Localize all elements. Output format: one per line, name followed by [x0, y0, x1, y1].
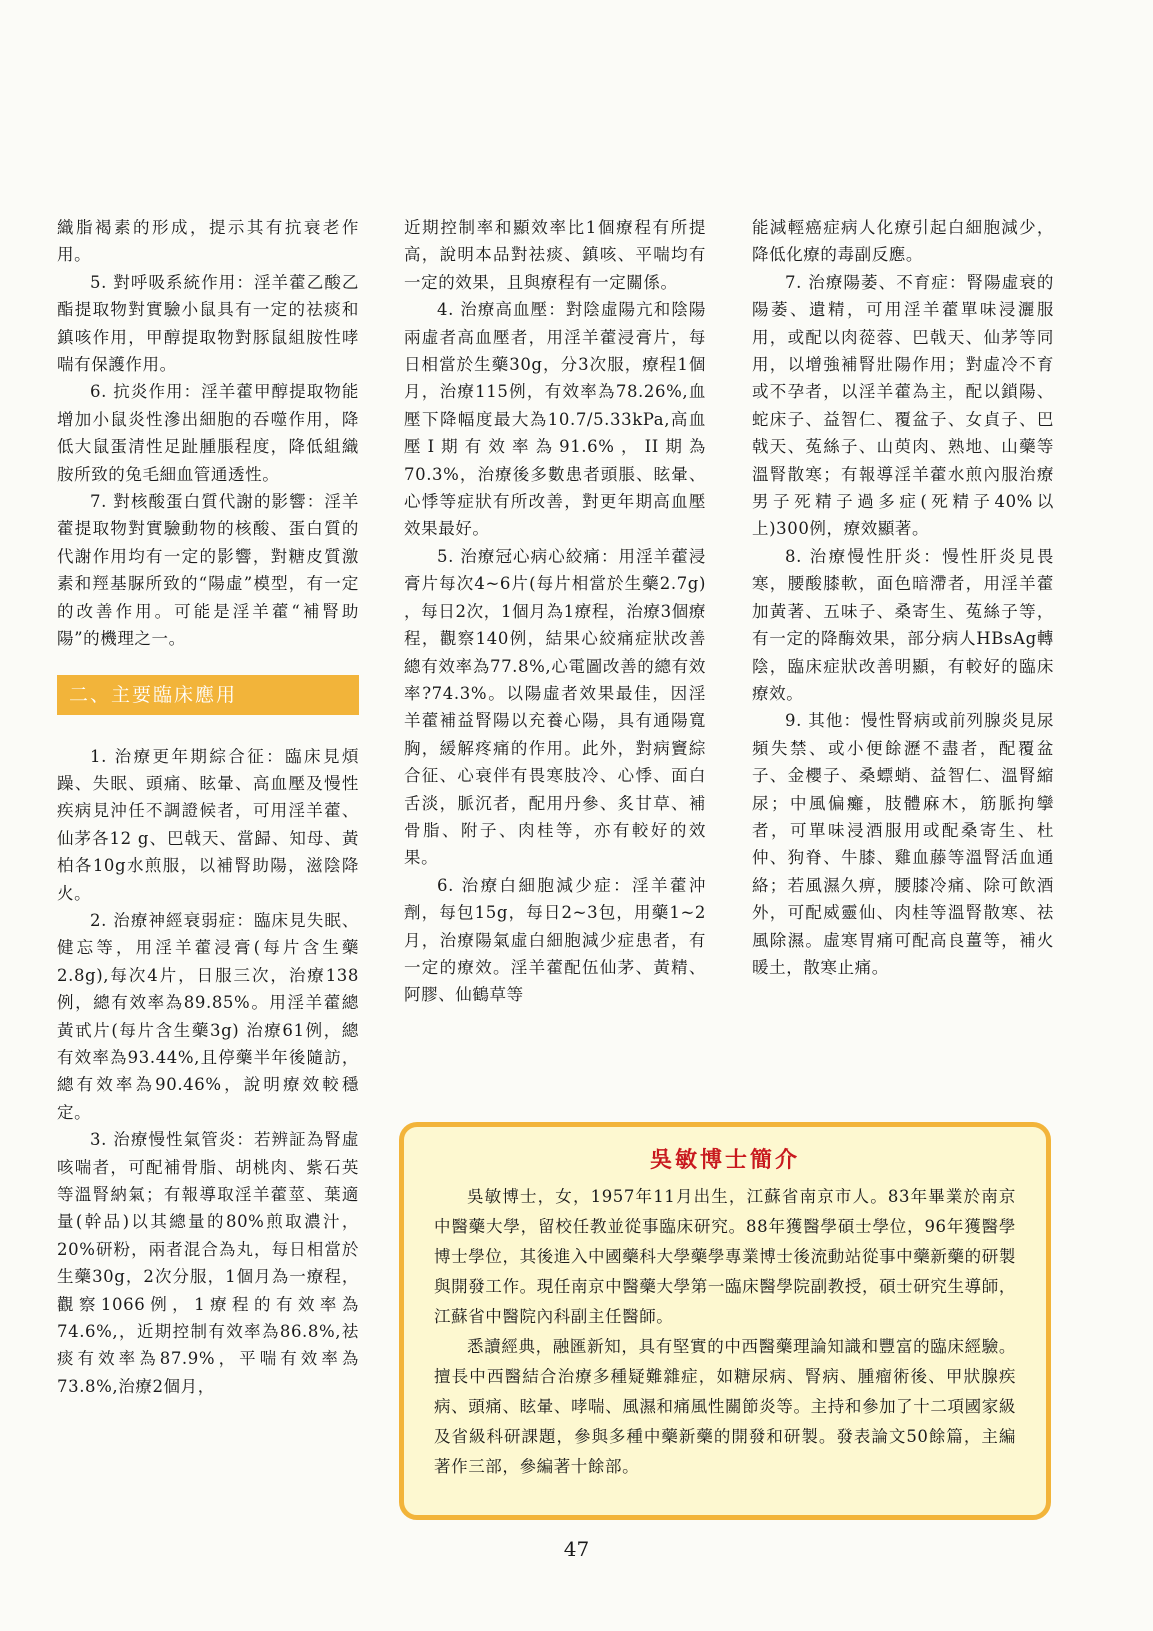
paragraph: 6. 抗炎作用：淫羊藿甲醇提取物能增加小鼠炎性滲出細胞的吞噬作用，降低大鼠蛋清性足趾腫脹程度，降低組織胺所致的兔毛細血管通透性。 [57, 382, 359, 484]
text-column-1 [57, 214, 359, 1400]
text-column-3 [752, 214, 1054, 981]
paragraph: 5. 對呼吸系統作用：淫羊藿乙酸乙酯提取物對實驗小鼠具有一定的祛痰和鎮咳作用，甲醇提取物對豚鼠組胺性哮喘有保護作用。 [57, 272, 359, 375]
section-heading: 二、主要臨床應用 [57, 675, 359, 715]
paragraph: 6. 治療白細胞減少症：淫羊藿沖劑，每包15g，每日2~3包，用藥1~2月，治療陽氣虛白細胞減少症患者，有一定的療效。淫羊藿配伍仙茅、黃精、阿膠、仙鶴草等 [404, 875, 706, 1005]
paragraph: 3. 治療慢性氣管炎：若辨証為腎虛咳喘者，可配補骨脂、胡桃肉、紫石英等溫腎納氣；有報導取淫羊藿莖、葉適量(幹品)以其總量的80%煎取濃汁，20%研粉，兩者混合為丸，每日相當於生藥30g，2次分服，1個月為一療程，觀察1066例，1療程的有效率為74.6%,，近期控制有效率為86.8%,祛痰有效率為87.9%，平喘有效率為73.8%,治療2個月， [57, 1130, 359, 1396]
text-column-2 [404, 214, 706, 1009]
author-bio-box [399, 1122, 1051, 1520]
paragraph: 7. 治療陽萎、不育症：腎陽虛衰的陽萎、遺精，可用淫羊藿單味浸灑服用，或配以肉蓯蓉、巴戟天、仙茅等同用，以增強補腎壯陽作用；對虛冷不育或不孕者，以淫羊藿為主，配以鎖陽、蛇床子、益智仁、覆盆子、女貞子、巴戟天、菟絲子、山萸肉、熟地、山藥等溫腎散寒；有報導淫羊藿水煎內服治療男子死精子過多症(死精子40%以上)300例，療效顯著。 [752, 272, 1054, 539]
paragraph: 近期控制率和顯效率比1個療程有所提高，說明本品對祛痰、鎮咳、平喘均有一定的效果，且與療程有一定關係。 [404, 218, 706, 292]
bio-paragraph: 悉讀經典，融匯新知，具有堅實的中西醫藥理論知識和豐富的臨床經驗。擅長中西醫結合治療多種疑難雜症，如糖尿病、腎病、腫瘤術後、甲狀腺疾病、頭痛、眩暈、哮喘、風濕和痛風性關節炎等。主持和參加了十二項國家級及省級科研課題，參與多種中藥新藥的開發和研製。發表論文50餘篇，主編著作三部，參編著十餘部。 [434, 1337, 1016, 1476]
paragraph: 能減輕癌症病人化療引起白細胞減少，降低化療的毒副反應。 [752, 218, 1054, 265]
paragraph: 8. 治療慢性肝炎：慢性肝炎見畏寒，腰酸膝軟，面色暗滯者，用淫羊藿加黃著、五味子、桑寄生、菟絲子等，有一定的降酶效果，部分病人HBsAg轉陰，臨床症狀改善明顯，有較好的臨床療效。 [752, 546, 1054, 703]
paragraph: 1. 治療更年期綜合征：臨床見煩躁、失眠、頭痛、眩暈、高血壓及慢性疾病見沖任不調證候者，可用淫羊藿、仙茅各12 g、巴戟天、當歸、知母、黃柏各10g水煎服，以補腎助陽，滋陰降火。 [57, 746, 359, 903]
paragraph: 4. 治療高血壓：對陰虛陽亢和陰陽兩虛者高血壓者，用淫羊藿浸膏片，每日相當於生藥30g，分3次服，療程1個月，治療115例，有效率為78.26%,血壓下降幅度最大為10.7/5.33kPa,高血壓I期有效率為91.6%，II期為70.3%，治療後多數患者頭脹、眩暈、心悸等症狀有所改善，對更年期高血壓效果最好。 [404, 300, 706, 539]
paragraph: 織脂褐素的形成，提示其有抗衰老作用。 [57, 218, 359, 265]
paragraph: 7. 對核酸蛋白質代謝的影響：淫羊藿提取物對實驗動物的核酸、蛋白質的代謝作用均有一定的影響，對糖皮質激素和羥基脲所致的“陽虛”模型，有一定的改善作用。可能是淫羊藿“補腎助陽”的機理之一。 [57, 492, 359, 649]
bio-title: 吳敏博士簡介 [649, 1148, 800, 1173]
paragraph: 9. 其他：慢性腎病或前列腺炎見尿頻失禁、或小便餘瀝不盡者，配覆盆子、金櫻子、桑螵蛸、益智仁、溫腎縮尿；中風偏癱，肢體麻木，筋脈拘攣者，可單味浸酒服用或配桑寄生、杜仲、狗脊、牛膝、雞血藤等溫腎活血通絡；若風濕久痹，腰膝冷痛、除可飲酒外，可配威靈仙、肉桂等溫腎散寒、祛風除濕。虛寒胃痛可配高良薑等，補火暖土，散寒止痛。 [752, 711, 1054, 977]
bio-paragraph: 吳敏博士，女，1957年11月出生，江蘇省南京市人。83年畢業於南京中醫藥大學，留校任教並從事臨床研究。88年獲醫學碩士學位，96年獲醫學博士學位，其後進入中國藥科大學藥學專業博士後流動站從事中藥新藥的研製與開發工作。現任南京中醫藥大學第一臨床醫學院副教授，碩士研究生導師，江蘇省中醫院內科副主任醫師。 [434, 1187, 1016, 1326]
paragraph: 5. 治療冠心病心絞痛：用淫羊藿浸膏片每次4~6片(每片相當於生藥2.7g) ，每日2次，1個月為1療程，治療3個療程，觀察140例，結果心絞痛症狀改善總有效率為77.8%,心電圖改善的總有效率?74.3%。以陽虛者效果最佳，因淫羊藿補益腎陽以充養心陽，具有通陽寬胸，緩解疼痛的作用。此外，對病竇綜合征、心衰伴有畏寒肢冷、心悸、面白舌淡，脈沉者，配用丹參、炙甘草、補骨脂、附子、肉桂等，亦有較好的效果。 [404, 546, 706, 868]
paragraph: 2. 治療神經衰弱症：臨床見失眠、健忘等，用淫羊藿浸膏(每片含生藥2.8g),每次4片，日服三次，治療138例，總有效率為89.85%。用淫羊藿總黃甙片(每片含生藥3g) 治療61例，總有效率為93.44%,且停藥半年後隨訪，總有效率為90.46%，說明療效較穩定。 [57, 910, 359, 1122]
page-number: 47 [563, 1537, 590, 1561]
